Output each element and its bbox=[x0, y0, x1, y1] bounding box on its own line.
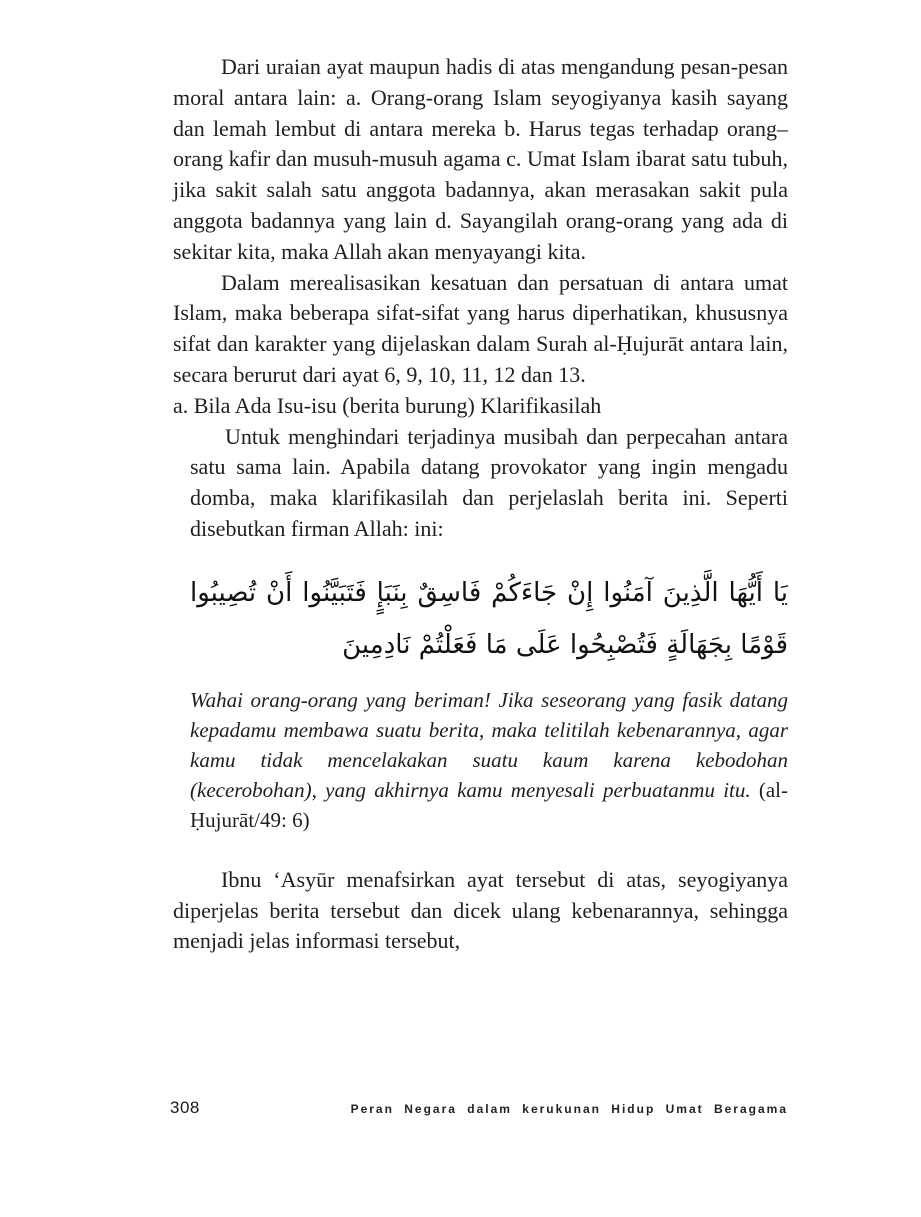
page-number: 308 bbox=[170, 1098, 200, 1117]
verse-translation-text: Wahai orang-orang yang beriman! Jika seseorang yang fasik datang kepadamu membawa suatu berita, maka telitilah kebenarannya, agar kamu tidak mencelakakan suatu kaum karena kebodohan (kecerobohan), yang akhirnya kamu menyesali perbuatanmu itu. bbox=[190, 687, 788, 802]
paragraph-clarification: Untuk menghindari terjadinya musibah dan perpecahan antara satu sama lain. Apabila datang provokator yang ingin mengadu domba, maka klarifikasilah dan perjelaslah berita ini. Seperti disebutkan firman Allah: ini: bbox=[190, 423, 788, 541]
paragraph-moral-messages: Dari uraian ayat maupun hadis di atas mengandung pesan-pesan moral antara lain: a. Orang-orang Islam seyogiyanya kasih sayang dan lemah lembut di antara mereka b. Harus tegas terhadap orang–orang kafir dan musuh-musuh agama c. Umat Islam ibarat satu tubuh, jika sakit salah satu anggota badannya, akan merasakan sakit pula anggota badannya yang lain d. Sayangilah orang-orang yang ada di sekitar kita, maka Allah akan menyayangi kita. bbox=[173, 54, 788, 264]
page-footer bbox=[170, 1098, 788, 1118]
running-title: Peran Negara dalam kerukunan Hidup Umat Beragama bbox=[350, 1102, 788, 1116]
section-heading-a: a. Bila Ada Isu-isu (berita burung) Klarifikasilah bbox=[173, 392, 602, 418]
arabic-verse-al-hujurat-6: يَا أَيُّهَا الَّذِينَ آمَنُوا إِنْ جَاءَكُمْ فَاسِقٌ بِنَبَإٍ فَتَبَيَّنُوا أَنْ تُصِيبُوا قَوْمًا بِجَهَالَةٍ فَتُصْبِحُوا عَلَى مَا فَعَلْتُمْ نَادِمِينَ bbox=[190, 577, 788, 660]
text-block bbox=[173, 52, 788, 957]
paragraph-ibnu-asyur: Ibnu ʻAsyūr menafsirkan ayat tersebut di atas, seyogiyanya diperjelas berita tersebut dan dicek ulang kebenarannya, sehingga menjadi jelas informasi tersebut, bbox=[173, 866, 788, 954]
verse-reference: (al-Ḥujurāt/49: 6) bbox=[190, 777, 788, 832]
verse-translation bbox=[190, 685, 788, 835]
paragraph-unity: Dalam merealisasikan kesatuan dan persatuan di antara umat Islam, maka beberapa sifat-sifat yang harus diperhatikan, khususnya sifat dan karakter yang dijelaskan dalam Surah al-Ḥujurāt antara lain, secara berurut dari ayat 6, 9, 10, 11, 12 dan 13. bbox=[173, 269, 788, 387]
